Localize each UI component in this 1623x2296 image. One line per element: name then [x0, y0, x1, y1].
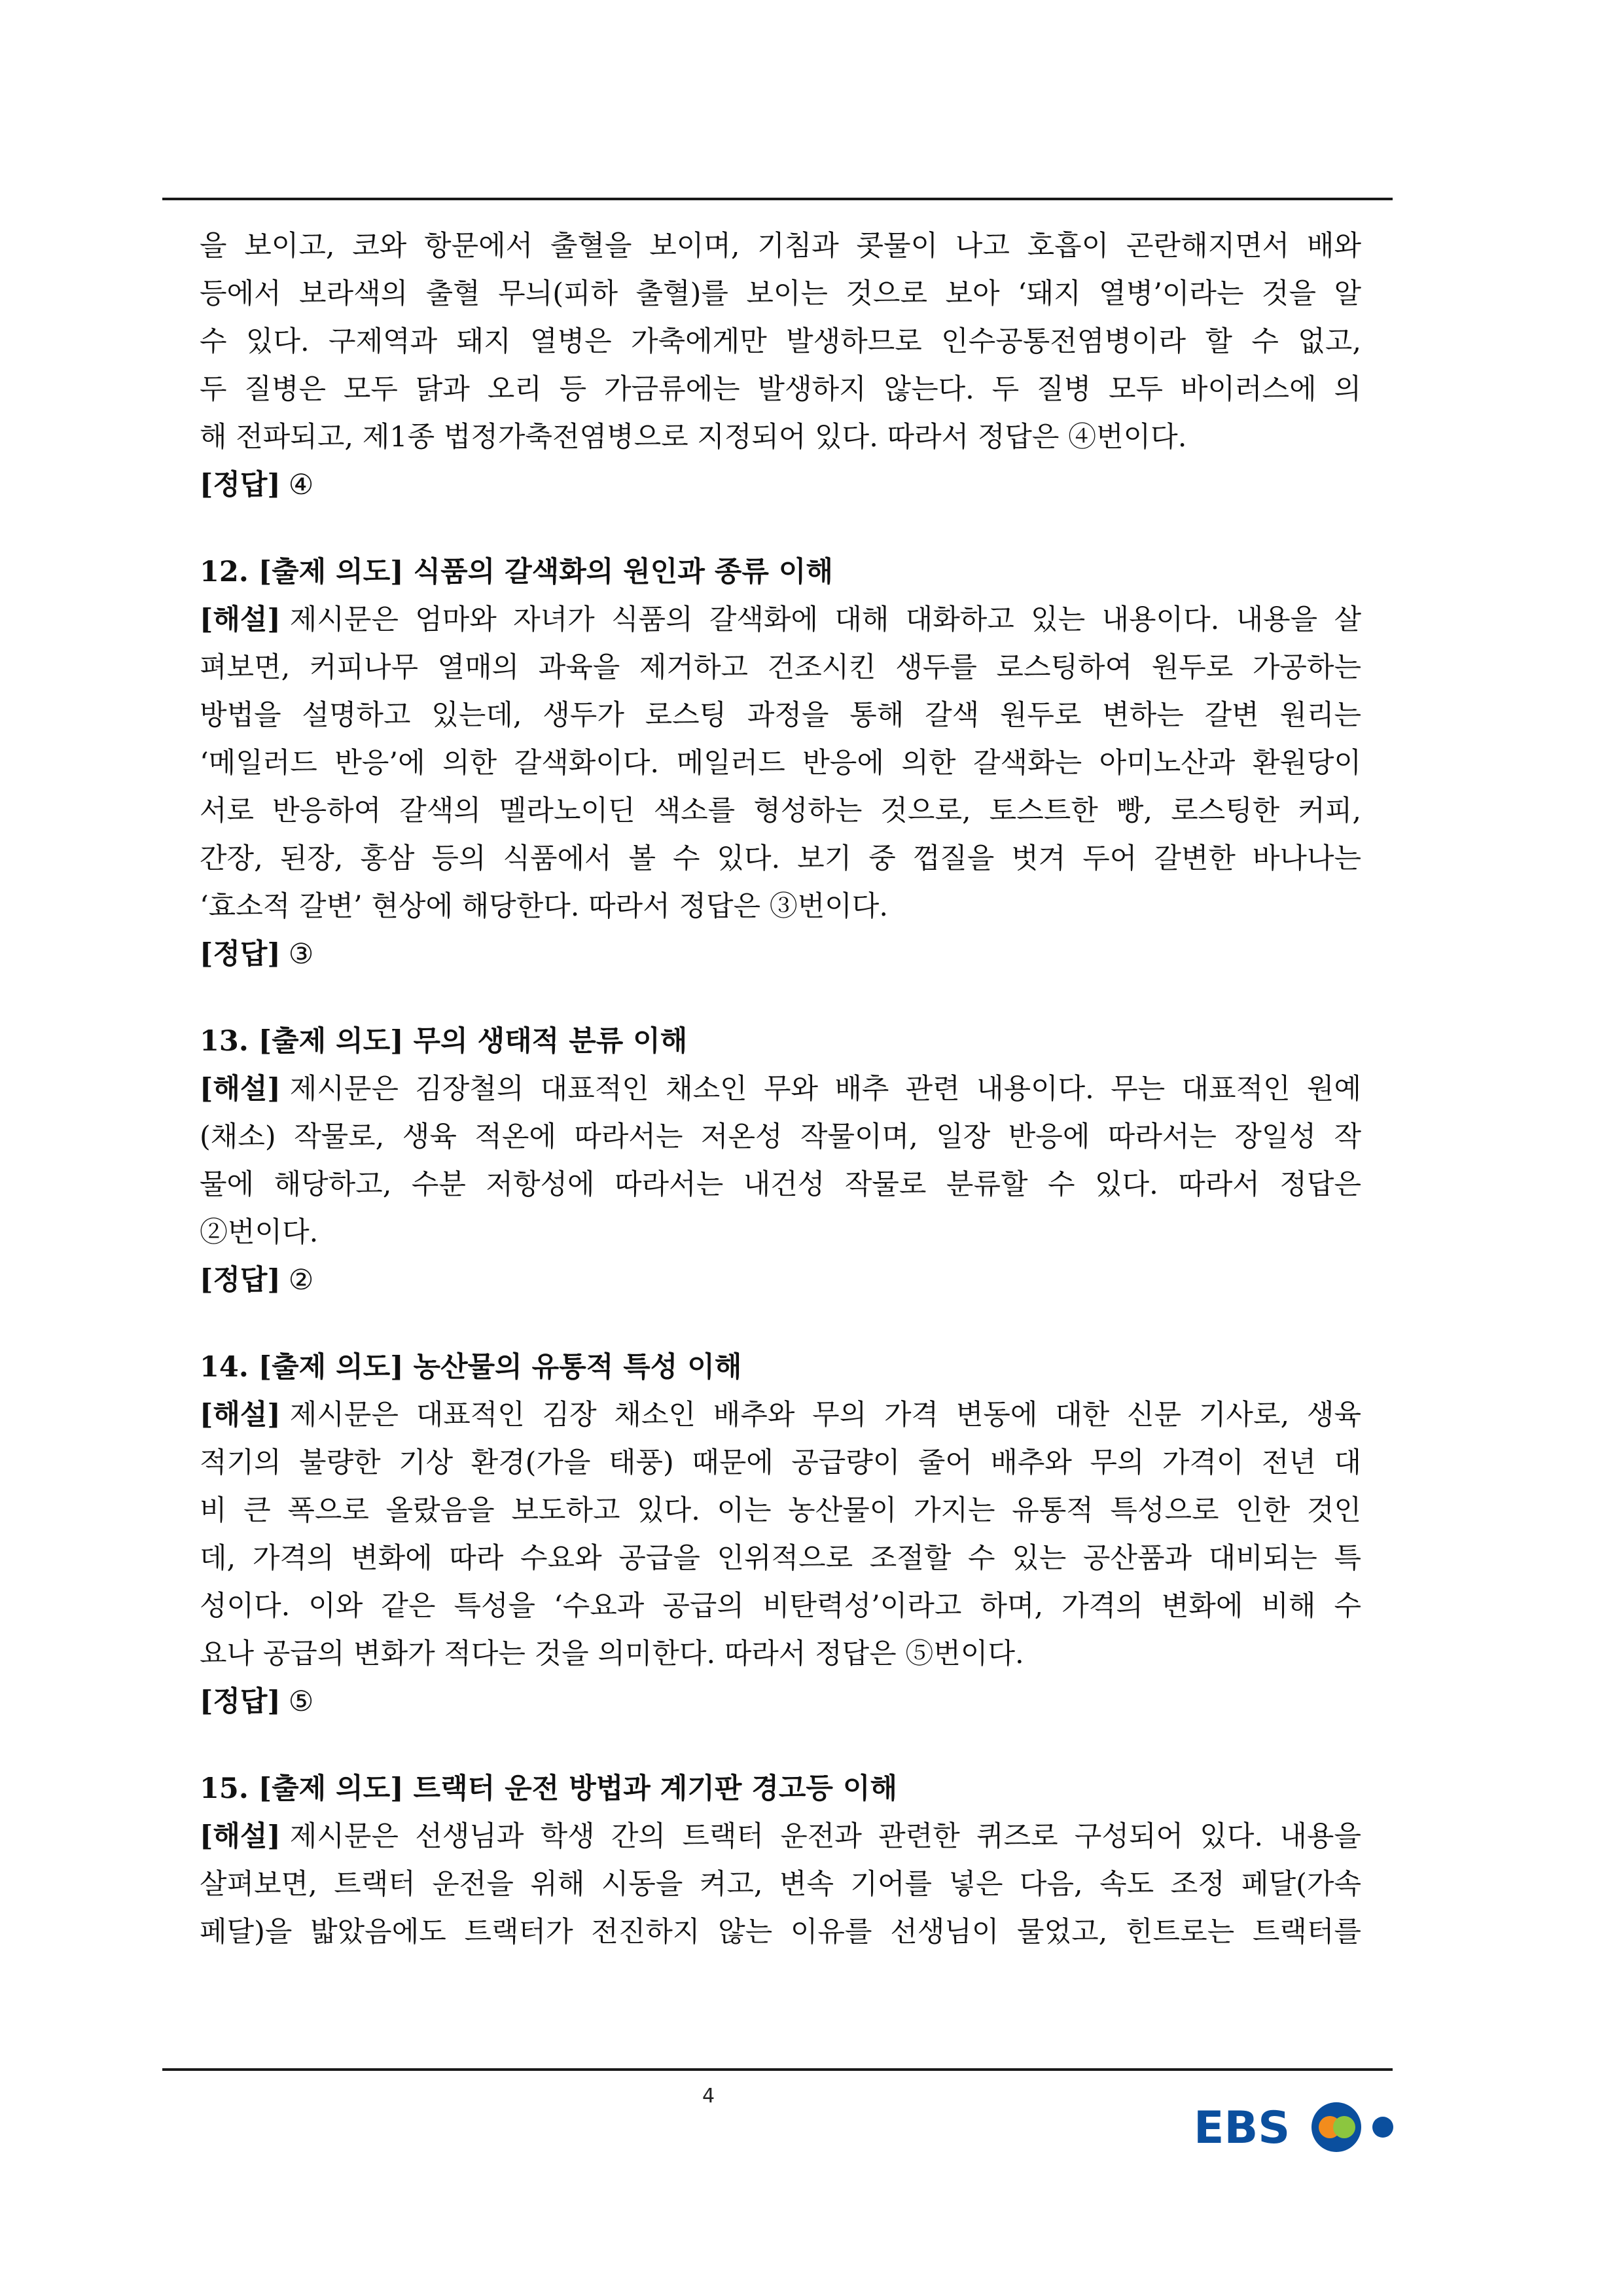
text-line: 페달)을 밟았음에도 트랙터가 전진하지 않는 이유를 선생님이 물었고, 힌트로는 트랙터를 [200, 1916, 1361, 1948]
question-heading: 15. [출제 의도] 트랙터 운전 방법과 계기판 경고등 이해 [200, 1772, 898, 1805]
text-line: 방법을 설명하고 있는데, 생두가 로스팅 과정을 통해 갈색 원두로 변하는 갈변 원리는 [200, 699, 1361, 732]
text-line: ‘효소적 갈변’ 현상에 해당한다. 따라서 정답은 ③번이다. [200, 890, 888, 923]
answer-line [200, 1678, 1361, 1726]
question-13 [200, 1018, 1361, 1304]
text-line: 펴보면, 커피나무 열매의 과육을 제거하고 건조시킨 생두를 로스팅하여 원두로 가공하는 [200, 651, 1361, 684]
answer-label: [정답] [200, 938, 281, 971]
text-line: ‘메일러드 반응’에 의한 갈색화이다. 메일러드 반응에 의한 갈색화는 아미노산과 환원당이 [200, 747, 1361, 780]
text-content: 제시문은 엄마와 자녀가 식품의 갈색화에 대해 대화하고 있는 내용이다. 내용을 살 [289, 603, 1361, 636]
question-heading: 12. [출제 의도] 식품의 갈색화의 원인과 종류 이해 [200, 556, 833, 588]
logo-circle-green [1333, 2116, 1355, 2138]
explanation-tag: [해설] [200, 1399, 281, 1431]
text-line: 성이다. 이와 같은 특성을 ‘수요과 공급의 비탄력성’이라고 하며, 가격의 변화에 비해 수 [200, 1590, 1361, 1623]
question-heading: 14. [출제 의도] 농산물의 유통적 특성 이해 [200, 1351, 742, 1384]
answer-line [200, 461, 1361, 509]
answer-label: [정답] [200, 469, 281, 501]
page-number: 4 [702, 2085, 715, 2108]
text-content: 제시문은 김장철의 대표적인 채소인 무와 배추 관련 내용이다. 무는 대표적인 원예 [289, 1073, 1361, 1105]
footer-rule [162, 2068, 1393, 2071]
question-12 [200, 548, 1361, 978]
text-line: 요나 공급의 변화가 적다는 것을 의미한다. 따라서 정답은 ⑤번이다. [200, 1638, 1024, 1670]
header-rule [162, 198, 1393, 200]
text-line: 등에서 보라색의 출혈 무늬(피하 출혈)를 보이는 것으로 보아 ‘돼지 열병’이라는 것을 알 [200, 278, 1361, 310]
ebs-logo-text: EBS [1194, 2102, 1291, 2154]
answer-line [200, 931, 1361, 978]
explanation-tag: [해설] [200, 1820, 281, 1853]
answer-line [200, 1257, 1361, 1304]
answer-mark: ④ [288, 469, 314, 501]
answer-mark: ② [288, 1264, 314, 1297]
explanation-tag: [해설] [200, 603, 281, 636]
text-line [200, 596, 1361, 644]
text-line [200, 1391, 1361, 1439]
text-line: 해 전파되고, 제1종 법정가축전염병으로 지정되어 있다. 따라서 정답은 ④번이다. [200, 421, 1187, 454]
answer-mark: ③ [288, 938, 314, 971]
text-line: (채소) 작물로, 생육 적온에 따라서는 저온성 작물이며, 일장 반응에 따라서는 장일성 작 [200, 1121, 1361, 1153]
logo-dot [1372, 2117, 1393, 2138]
text-line: ②번이다. [200, 1216, 319, 1249]
text-line: 비 큰 폭으로 올랐음을 보도하고 있다. 이는 농산물이 가지는 유통적 특성으로 인한 것인 [200, 1494, 1361, 1527]
ebs-logo [1191, 2093, 1400, 2161]
intro-paragraph [200, 223, 1361, 461]
text-line: 데, 가격의 변화에 따라 수요와 공급을 인위적으로 조절할 수 있는 공산품과 대비되는 특 [200, 1542, 1361, 1575]
question-heading: 13. [출제 의도] 무의 생태적 분류 이해 [200, 1025, 688, 1058]
text-line: 을 보이고, 코와 항문에서 출혈을 보이며, 기침과 콧물이 나고 호흡이 곤란해지면서 배와 [200, 230, 1361, 262]
text-line [200, 1813, 1361, 1861]
explanation-tag: [해설] [200, 1073, 281, 1105]
text-content: 제시문은 대표적인 김장 채소인 배추와 무의 가격 변동에 대한 신문 기사로, 생육 [289, 1399, 1361, 1431]
text-line [200, 1066, 1361, 1113]
text-line: 물에 해당하고, 수분 저항성에 따라서는 내건성 작물로 분류할 수 있다. 따라서 정답은 [200, 1168, 1361, 1201]
answer-label: [정답] [200, 1264, 281, 1297]
text-line: 살펴보면, 트랙터 운전을 위해 시동을 켜고, 변속 기어를 넣은 다음, 속도 조정 페달(가속 [200, 1868, 1361, 1901]
answer-label: [정답] [200, 1685, 281, 1718]
text-line: 서로 반응하여 갈색의 멜라노이딘 색소를 형성하는 것으로, 토스트한 빵, 로스팅한 커피, [200, 795, 1361, 827]
answer-mark: ⑤ [288, 1685, 314, 1718]
text-line: 간장, 된장, 홍삼 등의 식품에서 볼 수 있다. 보기 중 껍질을 벗겨 두어 갈변한 바나나는 [200, 842, 1361, 875]
text-line: 두 질병은 모두 닭과 오리 등 가금류에는 발생하지 않는다. 두 질병 모두 바이러스에 의 [200, 373, 1361, 406]
document-body [200, 223, 1361, 1956]
text-line: 수 있다. 구제역과 돼지 열병은 가축에게만 발생하므로 인수공통전염병이라 할 수 없고, [200, 325, 1361, 358]
text-content: 제시문은 선생님과 학생 간의 트랙터 운전과 관련한 퀴즈로 구성되어 있다. 내용을 [289, 1820, 1361, 1853]
text-line: 적기의 불량한 기상 환경(가을 태풍) 때문에 공급량이 줄어 배추와 무의 가격이 전년 대 [200, 1446, 1361, 1479]
question-15 [200, 1765, 1361, 1956]
question-14 [200, 1344, 1361, 1726]
